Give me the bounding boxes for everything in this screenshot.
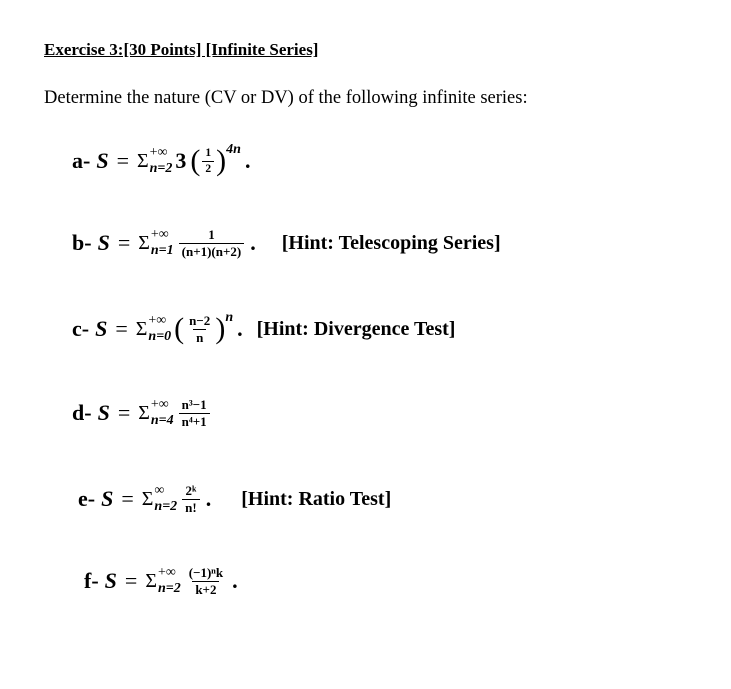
upper-limit: +∞ — [148, 313, 167, 329]
period: . — [205, 486, 212, 512]
period: . — [250, 230, 256, 256]
upper-limit: +∞ — [150, 397, 169, 413]
exercise-title: Exercise 3:[30 Points] [Infinite Series] — [44, 40, 319, 59]
summation — [145, 566, 180, 596]
series-symbol: S — [95, 316, 108, 342]
period: . — [232, 568, 238, 594]
numerator: 2ᵏ — [185, 483, 197, 498]
sigma-symbol: Σ — [141, 487, 154, 510]
equals-sign: = — [117, 230, 131, 256]
exponent: n — [225, 310, 234, 325]
denominator: n — [193, 329, 206, 345]
item-label: c- — [72, 316, 90, 342]
lower-limit: n=4 — [150, 413, 174, 429]
numerator: 1 — [205, 147, 212, 160]
numerator: 1 — [208, 227, 215, 242]
denominator: k+2 — [192, 581, 219, 597]
item-label: f- — [84, 568, 99, 594]
equals-sign: = — [121, 486, 134, 512]
hint-text: [Hint: Telescoping Series] — [281, 231, 501, 254]
coefficient: 3 — [175, 148, 187, 173]
exercise-prompt: Determine the nature (CV or DV) of the following infinite series: — [44, 88, 528, 108]
lower-limit: n=1 — [150, 243, 174, 259]
upper-limit: +∞ — [149, 145, 168, 160]
sigma-symbol: Σ — [138, 401, 150, 424]
denominator: n⁴+1 — [179, 413, 210, 429]
series-d — [72, 398, 212, 428]
item-label: e- — [78, 486, 96, 512]
numerator: n³−1 — [181, 397, 207, 412]
summation — [136, 314, 171, 344]
series-symbol: S — [104, 568, 117, 594]
sigma-symbol: Σ — [138, 231, 150, 254]
fraction — [186, 566, 226, 596]
series-c: c- S = Σ +∞ n=0 ( $\frac{n-2}{n}$ ) n . [Hint: Divergence Test] — [72, 310, 456, 346]
period: . — [244, 148, 251, 173]
lower-limit: n=0 — [148, 329, 172, 345]
series-symbol: S — [97, 230, 110, 256]
item-label: a- — [72, 148, 91, 173]
fraction — [186, 314, 213, 344]
denominator: (n+1)(n+2) — [179, 243, 245, 259]
series-f — [84, 566, 238, 596]
summation — [142, 484, 177, 514]
equals-sign: = — [115, 316, 128, 342]
upper-limit: ∞ — [154, 483, 165, 499]
summation — [138, 228, 173, 258]
denominator: n! — [182, 499, 200, 515]
lower-limit: n=2 — [149, 161, 173, 176]
sigma-symbol: Σ — [145, 569, 157, 592]
lower-limit: n=2 — [154, 499, 178, 515]
denominator: 2 — [202, 161, 214, 175]
period: . — [237, 316, 243, 342]
sigma-symbol: Σ — [135, 317, 148, 340]
hint-text: [Hint: Ratio Test] — [241, 487, 392, 510]
lower-limit: n=2 — [157, 581, 181, 597]
fraction — [179, 228, 245, 258]
numerator: (−1)ⁿk — [188, 565, 224, 580]
series-symbol: S — [96, 148, 109, 173]
equals-sign: = — [117, 400, 131, 426]
series-b — [72, 228, 501, 258]
summation — [138, 398, 173, 428]
sigma-symbol: Σ — [137, 149, 149, 172]
item-label: b- — [72, 230, 92, 256]
hint-text: [Hint: Divergence Test] — [256, 317, 456, 340]
series-a: a- S = Σ +∞ n=2 3 ( $\frac{1}{2}$ ) 4n . — [72, 142, 251, 177]
upper-limit: +∞ — [157, 565, 176, 581]
series-symbol: S — [97, 400, 110, 426]
upper-limit: +∞ — [150, 227, 169, 243]
exponent: 4n — [226, 142, 241, 157]
series-e — [78, 484, 391, 514]
item-label: d- — [72, 400, 92, 426]
numerator: n−2 — [189, 313, 211, 328]
fraction — [202, 147, 214, 174]
equals-sign: = — [116, 148, 129, 173]
fraction — [179, 398, 210, 428]
summation — [137, 146, 172, 176]
series-symbol: S — [101, 486, 114, 512]
equals-sign: = — [124, 568, 138, 594]
fraction — [182, 484, 200, 514]
